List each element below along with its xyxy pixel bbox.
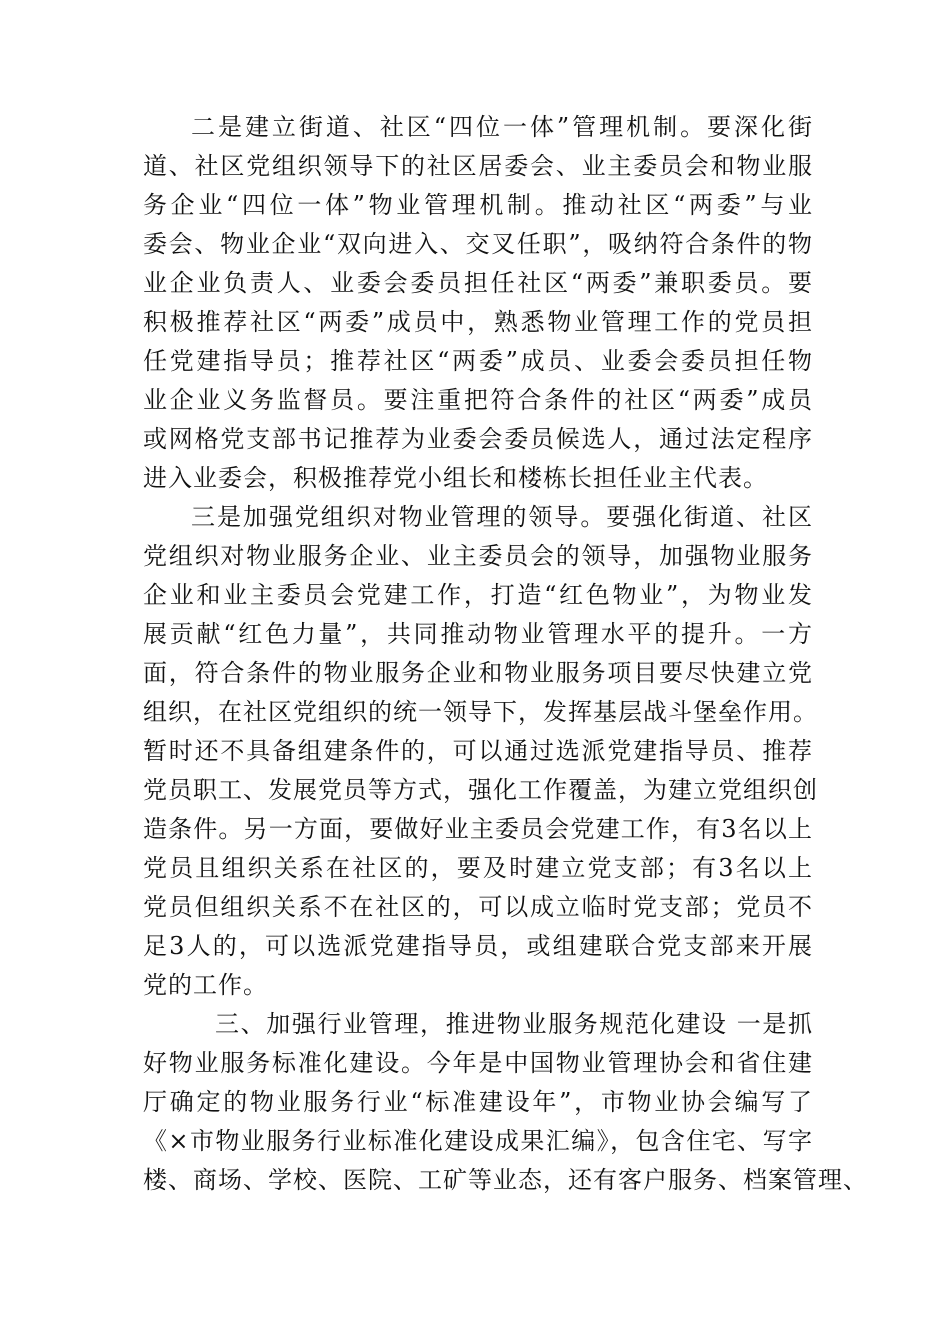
text-line: 党员但组织关系不在社区的，可以成立临时党支部；党员不 (143, 893, 813, 921)
text-line: 展贡献“红色力量”，共同推动物业管理水平的提升。一方 (143, 620, 813, 648)
text-line: 道、社区党组织领导下的社区居委会、业主委员会和物业服 (143, 152, 813, 180)
text-line: 务企业“四位一体”物业管理机制。推动社区“两委”与业 (143, 191, 813, 219)
text-line: 三是加强党组织对物业管理的领导。要强化街道、社区 (191, 503, 813, 531)
text-line: 厅确定的物业服务行业“标准建设年”，市物业协会编写了 (143, 1088, 813, 1116)
text-line: 二是建立街道、社区“四位一体”管理机制。要深化街 (191, 113, 813, 141)
text-line: 组织，在社区党组织的统一领导下，发挥基层战斗堡垒作用。 (143, 698, 818, 726)
text-line: 积极推荐社区“两委”成员中，熟悉物业管理工作的党员担 (143, 308, 813, 336)
text-line: 企业和业主委员会党建工作，打造“红色物业”，为物业发 (143, 581, 813, 609)
text-line: 委会、物业企业“双向进入、交叉任职”，吸纳符合条件的物 (143, 230, 813, 258)
body-text (143, 108, 868, 1200)
text-line: 足3人的，可以选派党建指导员，或组建联合党支部来开展 (143, 932, 813, 960)
text-line: 好物业服务标准化建设。今年是中国物业管理协会和省住建 (143, 1049, 813, 1077)
text-line: 任党建指导员；推荐社区“两委”成员、业委会委员担任物 (143, 347, 813, 375)
text-line: 党员职工、发展党员等方式，强化工作覆盖，为建立党组织创 (143, 776, 818, 804)
text-line: 造条件。另一方面，要做好业主委员会党建工作，有3名以上 (143, 815, 813, 843)
text-line: 面，符合条件的物业服务企业和物业服务项目要尽快建立党 (143, 659, 813, 687)
text-line: 党的工作。 (143, 971, 268, 999)
text-line: 业企业义务监督员。要注重把符合条件的社区“两委”成员 (143, 386, 813, 414)
text-line: 楼、商场、学校、医院、工矿等业态，还有客户服务、档案管理、 (143, 1166, 868, 1194)
text-line: 暂时还不具备组建条件的，可以通过选派党建指导员、推荐 (143, 737, 813, 765)
text-line: 党员且组织关系在社区的，要及时建立党支部；有3名以上 (143, 854, 813, 882)
text-line: 业企业负责人、业委会委员担任社区“两委”兼职委员。要 (143, 269, 813, 297)
text-line: 党组织对物业服务企业、业主委员会的领导，加强物业服务 (143, 542, 813, 570)
text-line: 《×市物业服务行业标准化建设成果汇编》，包含住宅、写字 (143, 1127, 813, 1155)
text-line: 或网格党支部书记推荐为业委会委员候选人，通过法定程序 (143, 425, 813, 453)
section-heading-line: 三、加强行业管理，推进物业服务规范化建设 一是抓 (215, 1010, 813, 1038)
text-line: 进入业委会，积极推荐党小组长和楼栋长担任业主代表。 (143, 464, 768, 492)
